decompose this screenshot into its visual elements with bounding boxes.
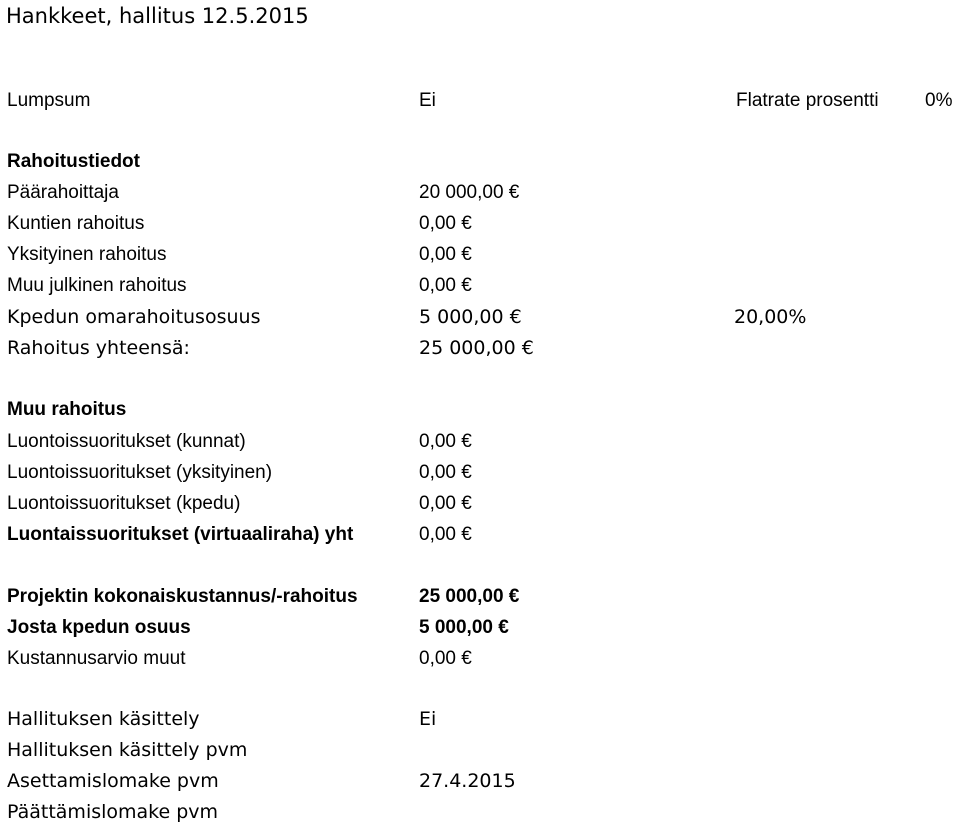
omarahoitus-percent: 20,00% (734, 306, 807, 328)
hallitus-kasittely-row (0, 704, 960, 735)
table-row (0, 177, 960, 208)
asettamislomake-label: Asettamislomake pvm (7, 770, 219, 792)
kustannusarvio-muut-value: 0,00 € (419, 648, 472, 669)
muu-rahoitus-total-label: Luontaissuoritukset (virtuaaliraha) yht (7, 524, 354, 545)
table-row (0, 426, 960, 457)
row-value: 5 000,00 € (419, 306, 522, 328)
row-label: Luontoissuoritukset (kpedu) (7, 493, 241, 514)
table-row (0, 457, 960, 488)
flatrate-value: 0% (925, 90, 953, 111)
kpedu-osuus-label: Josta kpedun osuus (7, 617, 191, 638)
row-value: 0,00 € (419, 431, 472, 452)
lumpsum-row (0, 85, 960, 116)
row-label: Kpedun omarahoitusosuus (7, 306, 261, 328)
lumpsum-label: Lumpsum (7, 90, 91, 111)
hallitus-kasittely-value: Ei (419, 708, 437, 730)
kustannusarvio-muut-row (0, 643, 960, 674)
kokonaiskustannus-label: Projektin kokonaiskustannus/-rahoitus (7, 586, 358, 607)
asettamislomake-value: 27.4.2015 (419, 770, 516, 792)
row-label: Päärahoittaja (7, 182, 119, 203)
asettamislomake-row (0, 766, 960, 797)
table-row (0, 488, 960, 519)
row-label: Kuntien rahoitus (7, 213, 145, 234)
kustannusarvio-muut-label: Kustannusarvio muut (7, 648, 186, 669)
kokonaiskustannus-row (0, 581, 960, 612)
hallitus-kasittely-pvm-row (0, 735, 960, 766)
row-value: 0,00 € (419, 244, 472, 265)
rahoitustiedot-heading-row (0, 146, 960, 177)
page-title: Hankkeet, hallitus 12.5.2015 (6, 4, 309, 28)
row-value: 0,00 € (419, 213, 472, 234)
lumpsum-value: Ei (419, 90, 436, 111)
row-label: Yksityinen rahoitus (7, 244, 167, 265)
row-label: Luontoissuoritukset (yksityinen) (7, 462, 273, 483)
hallitus-kasittely-label: Hallituksen käsittely (7, 708, 200, 730)
kokonaiskustannus-value: 25 000,00 € (419, 586, 520, 607)
row-value: 20 000,00 € (419, 182, 520, 203)
table-row (0, 302, 960, 333)
hallitus-kasittely-pvm-label: Hallituksen käsittely pvm (7, 739, 248, 761)
rahoitus-total-label: Rahoitus yhteensä: (7, 337, 190, 359)
muu-rahoitus-heading-row (0, 394, 960, 425)
row-label: Muu julkinen rahoitus (7, 275, 187, 296)
paattamislomake-label: Päättämislomake pvm (7, 801, 219, 823)
rahoitustiedot-heading: Rahoitustiedot (7, 151, 140, 172)
muu-rahoitus-heading: Muu rahoitus (7, 399, 127, 420)
row-value: 0,00 € (419, 275, 472, 296)
muu-rahoitus-total-value: 0,00 € (419, 524, 472, 545)
kpedu-osuus-value: 5 000,00 € (419, 617, 509, 638)
rahoitus-total-row (0, 333, 960, 364)
flatrate-label: Flatrate prosentti (736, 90, 879, 111)
muu-rahoitus-total-row (0, 519, 960, 550)
rahoitus-total-value: 25 000,00 € (419, 337, 534, 359)
table-row (0, 270, 960, 301)
table-row (0, 239, 960, 270)
kpedu-osuus-row (0, 612, 960, 643)
table-row (0, 208, 960, 239)
row-label: Luontoissuoritukset (kunnat) (7, 431, 246, 452)
row-value: 0,00 € (419, 493, 472, 514)
row-value: 0,00 € (419, 462, 472, 483)
paattamislomake-row (0, 797, 960, 828)
